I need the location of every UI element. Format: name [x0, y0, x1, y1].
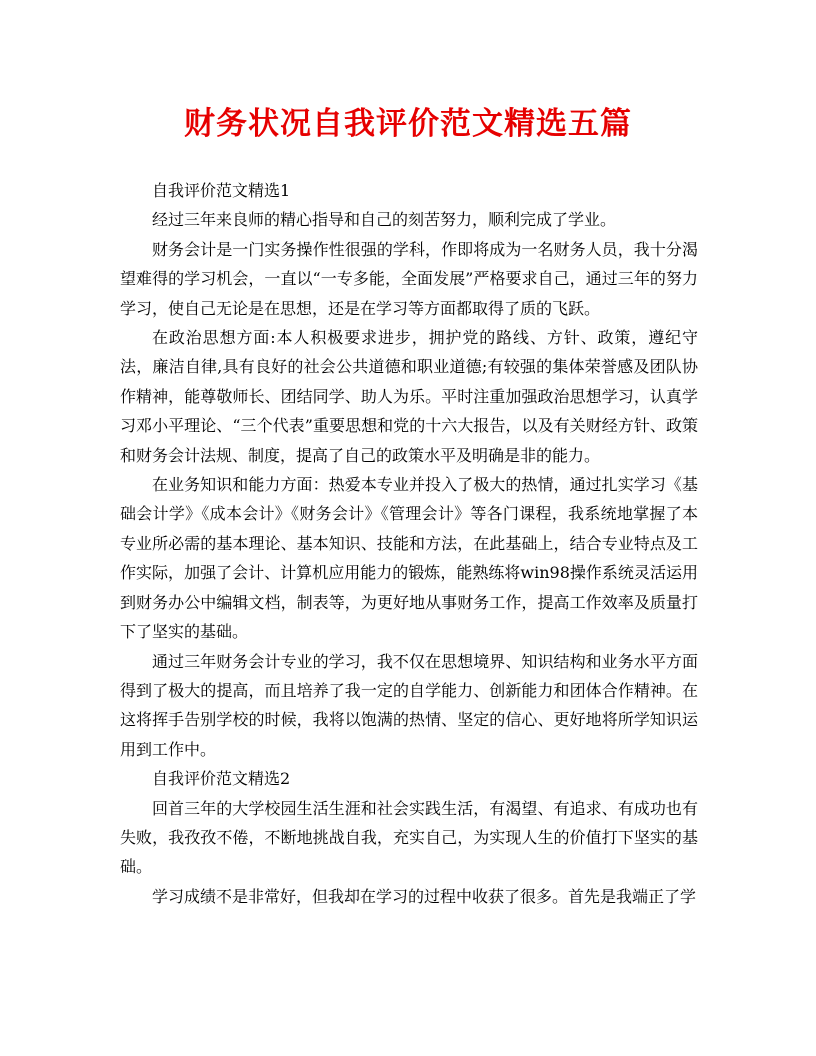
paragraph: 经过三年来良师的精心指导和自己的刻苦努力，顺利完成了学业。	[152, 210, 617, 230]
page-title: 财务状况自我评价范文精选五篇	[184, 106, 632, 142]
paragraph: 在业务知识和能力方面：热爱本专业并投入了极大的热情，通过扎实学习《基础会计学》《成本会计》《财务会计》《管理会计》等各门课程，我系统地掌握了本专业所必需的基本理论、基本知识、技能和方法，在此基础上，结合专业特点及工作实际，加强了会计、计算机应用能力的锻炼，能熟练将win98操作系统灵活运用到财务办公中编辑文档，制表等，为更好地从事财务工作，提高工作效率及质量打下了坚实的基础。	[120, 475, 698, 642]
paragraph: 在政治思想方面:本人积极要求进步，拥护党的路线、方针、政策，遵纪守法，廉洁自律,具有良好的社会公共道德和职业道德;有较强的集体荣誉感及团队协作精神，能尊敬师长、团结同学、助人为乐。平时注重加强政治思想学习，认真学习邓小平理论、“三个代表”重要思想和党的十六大报告，以及有关财经方针、政策和财务会计法规、制度，提高了自己的政策水平及明确是非的能力。	[120, 328, 698, 465]
paragraph: 学习成绩不是非常好，但我却在学习的过程中收获了很多。首先是我端正了学	[152, 886, 697, 906]
paragraph: 通过三年财务会计专业的学习，我不仅在思想境界、知识结构和业务水平方面得到了极大的提高，而且培养了我一定的自学能力、创新能力和团体合作精神。在这将挥手告别学校的时候，我将以饱满的热情、坚定的信心、更好地将所学知识运用到工作中。	[120, 651, 698, 759]
paragraph: 回首三年的大学校园生活生涯和社会实践生活，有渴望、有追求、有成功也有失败，我孜孜不倦，不断地挑战自我，充实自己，为实现人生的价值打下坚实的基础。	[120, 798, 698, 877]
section-heading: 自我评价范文精选1	[152, 181, 291, 200]
document-body	[120, 176, 698, 911]
paragraph: 财务会计是一门实务操作性很强的学科，作即将成为一名财务人员，我十分渴望难得的学习机会，一直以“一专多能，全面发展”严格要求自己，通过三年的努力学习，使自己无论是在思想，还是在学习等方面都取得了质的飞跃。	[120, 239, 698, 318]
section-heading: 自我评价范文精选2	[152, 769, 291, 789]
